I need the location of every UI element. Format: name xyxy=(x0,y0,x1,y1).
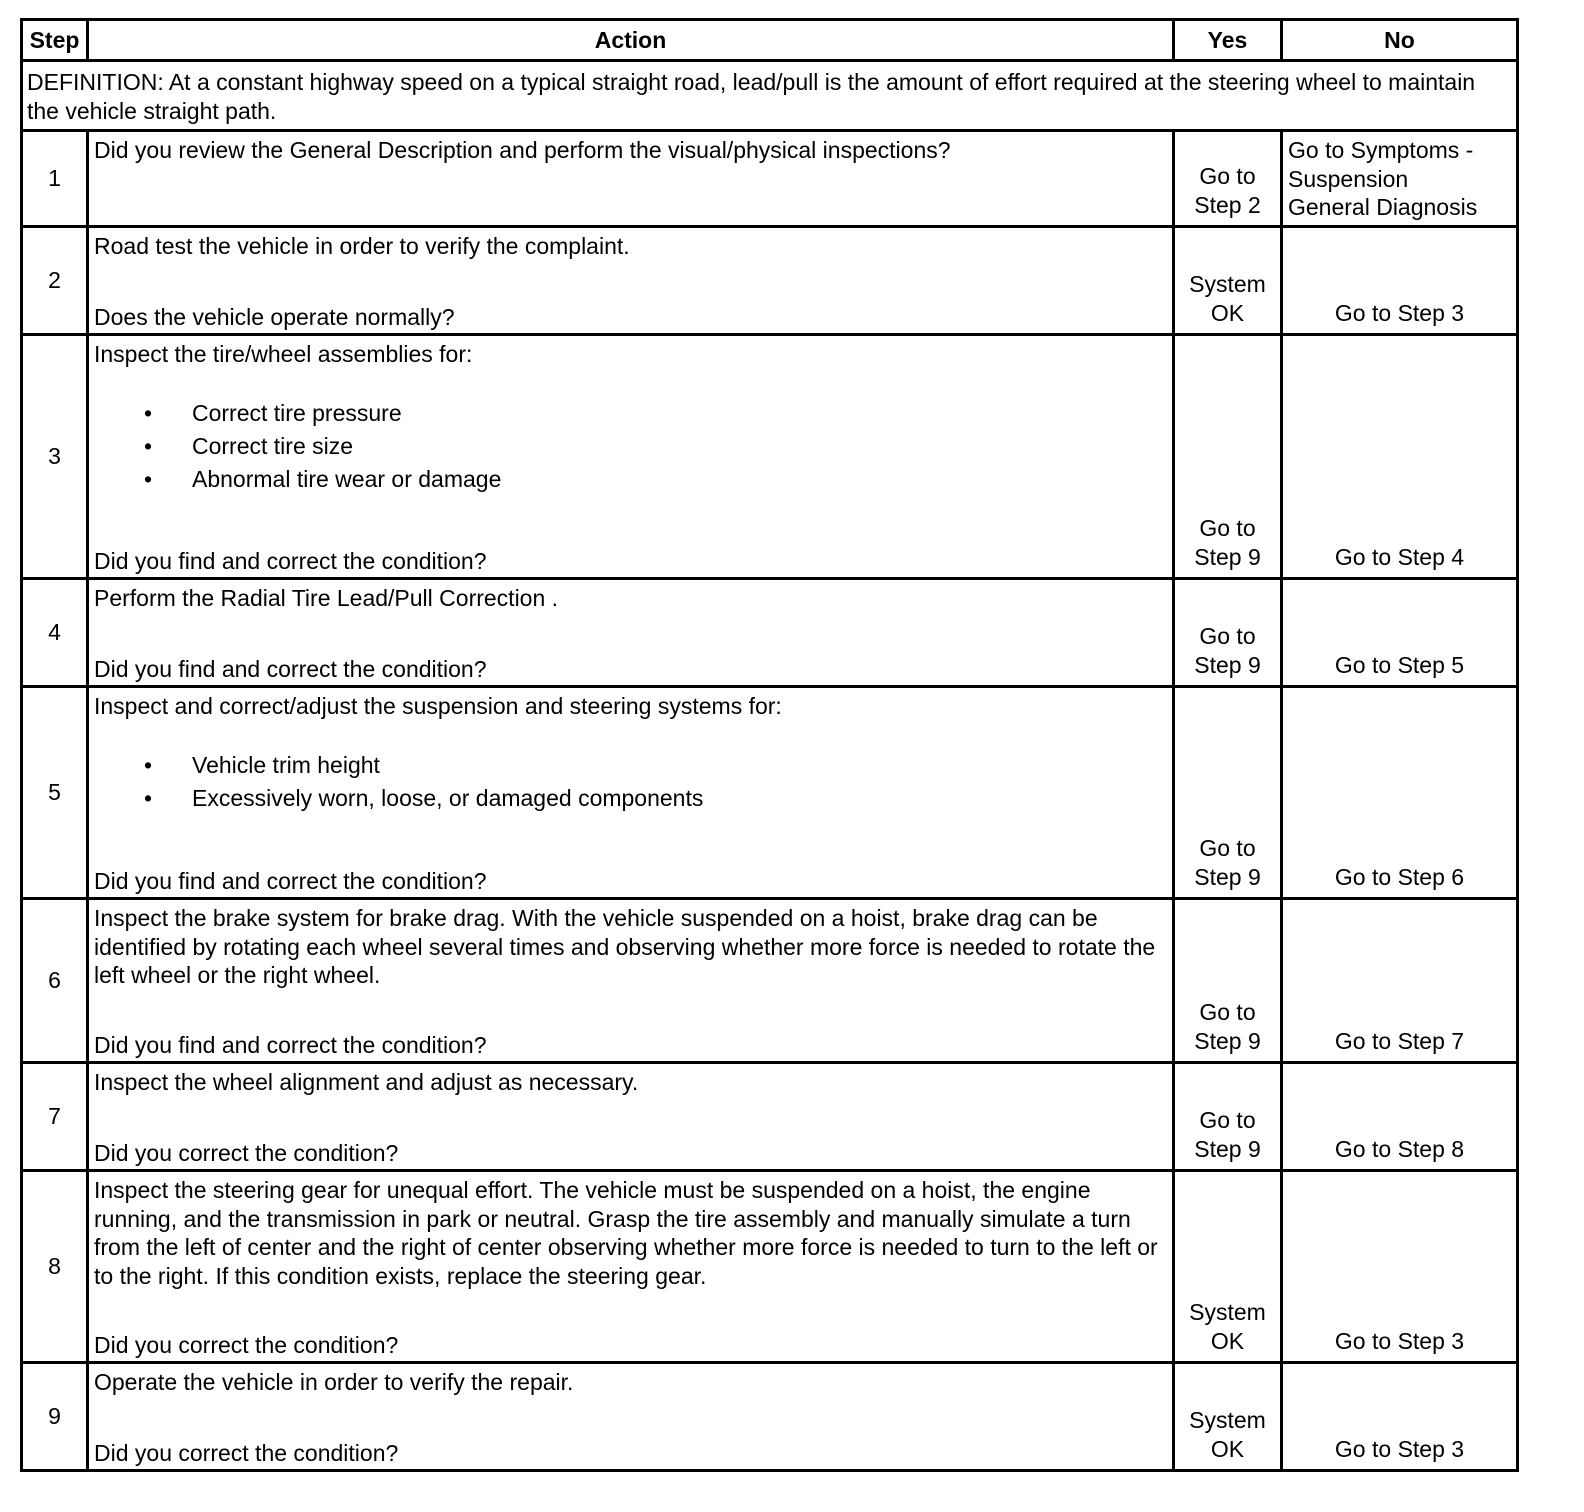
action-spacer xyxy=(94,1397,1168,1439)
action-content xyxy=(94,1368,1168,1467)
action-spacer xyxy=(94,165,1168,224)
bullet-item xyxy=(94,463,1168,496)
action-cell xyxy=(88,687,1174,899)
bullet-icon: • xyxy=(144,751,153,778)
action-question: Did you find and correct the condition? xyxy=(94,547,487,574)
bullet-icon: • xyxy=(144,432,153,459)
action-content xyxy=(94,692,1168,895)
no-result: Go to Step 6 xyxy=(1282,687,1518,899)
action-content xyxy=(94,340,1168,575)
action-question: Does the vehicle operate normally? xyxy=(94,303,455,330)
table-row xyxy=(22,227,1518,335)
no-result: Go to Step 3 xyxy=(1282,1363,1518,1471)
table-body xyxy=(22,61,1518,1471)
bullet-icon: • xyxy=(144,784,153,811)
step-number: 6 xyxy=(22,899,88,1063)
action-content xyxy=(94,1176,1168,1359)
header-step: Step xyxy=(22,20,88,61)
no-result: Go to Step 5 xyxy=(1282,579,1518,687)
step-number: 9 xyxy=(22,1363,88,1471)
yes-result: Go to Step 9 xyxy=(1174,1063,1282,1171)
action-cell xyxy=(88,335,1174,579)
header-row xyxy=(22,20,1518,61)
yes-result: System OK xyxy=(1174,1363,1282,1471)
bullet-icon: • xyxy=(144,399,153,426)
header-action: Action xyxy=(88,20,1174,61)
action-question: Did you find and correct the condition? xyxy=(94,867,487,894)
action-content xyxy=(94,904,1168,1059)
action-cell xyxy=(88,579,1174,687)
action-question: Did you correct the condition? xyxy=(94,1439,399,1466)
action-cell xyxy=(88,1063,1174,1171)
no-result: Go to Step 4 xyxy=(1282,335,1518,579)
bullet-text: Correct tire size xyxy=(192,432,354,459)
action-spacer xyxy=(94,1290,1168,1331)
yes-result: System OK xyxy=(1174,227,1282,335)
definition-text: DEFINITION: At a constant highway speed on a typical straight road, lead/pull is the amount of effort required at the steering wheel to maintain the vehicle straight path. xyxy=(22,61,1518,131)
step-number: 3 xyxy=(22,335,88,579)
table-row xyxy=(22,579,1518,687)
action-question: Did you find and correct the condition? xyxy=(94,655,487,682)
bullet-icon: • xyxy=(144,465,153,492)
table-row xyxy=(22,1171,1518,1363)
action-cell xyxy=(88,899,1174,1063)
bullet-item xyxy=(94,782,1168,815)
action-text: Perform the Radial Tire Lead/Pull Correction . xyxy=(94,585,559,611)
step-number: 8 xyxy=(22,1171,88,1363)
bullet-item xyxy=(94,430,1168,463)
bullet-text: Correct tire pressure xyxy=(192,399,402,426)
bullet-list xyxy=(94,397,1168,496)
header-yes: Yes xyxy=(1174,20,1282,61)
action-content xyxy=(94,136,1168,223)
bullet-list xyxy=(94,749,1168,815)
action-text: Inspect the tire/wheel assemblies for: xyxy=(94,341,473,367)
action-text: Inspect the brake system for brake drag. With the vehicle suspended on a hoist, brake drag can be identified by rotating each wheel several times and observing whether more force is needed to rotate the left wheel or the right wheel. xyxy=(94,905,1156,988)
step-number: 5 xyxy=(22,687,88,899)
yes-result: Go to Step 9 xyxy=(1174,579,1282,687)
no-result: Go to Step 8 xyxy=(1282,1063,1518,1171)
action-spacer xyxy=(94,990,1168,1031)
header-no: No xyxy=(1282,20,1518,61)
action-question: Did you find and correct the condition? xyxy=(94,1031,487,1058)
action-text: Operate the vehicle in order to verify the repair. xyxy=(94,1369,574,1395)
action-question: Did you correct the condition? xyxy=(94,1331,399,1358)
step-number: 1 xyxy=(22,131,88,227)
action-spacer xyxy=(94,261,1168,303)
step-number: 4 xyxy=(22,579,88,687)
action-question: Did you correct the condition? xyxy=(94,1139,399,1166)
table-row xyxy=(22,1363,1518,1471)
action-spacer xyxy=(94,1097,1168,1139)
diagnostic-table xyxy=(20,18,1519,1472)
bullet-text: Vehicle trim height xyxy=(192,751,380,778)
no-result: Go to Step 7 xyxy=(1282,899,1518,1063)
action-text: Inspect and correct/adjust the suspension and steering systems for: xyxy=(94,693,782,719)
table-row xyxy=(22,899,1518,1063)
step-number: 7 xyxy=(22,1063,88,1171)
action-spacer xyxy=(94,502,1168,547)
action-text: Road test the vehicle in order to verify the complaint. xyxy=(94,233,630,259)
action-cell xyxy=(88,227,1174,335)
yes-result: Go to Step 9 xyxy=(1174,687,1282,899)
step-number: 2 xyxy=(22,227,88,335)
yes-result: System OK xyxy=(1174,1171,1282,1363)
no-result: Go to Symptoms - Suspension General Diagnosis xyxy=(1282,131,1518,227)
definition-row xyxy=(22,61,1518,131)
action-cell xyxy=(88,1171,1174,1363)
table-row xyxy=(22,335,1518,579)
action-cell xyxy=(88,131,1174,227)
table-row xyxy=(22,1063,1518,1171)
action-spacer xyxy=(94,613,1168,655)
bullet-text: Abnormal tire wear or damage xyxy=(192,465,502,492)
yes-result: Go to Step 2 xyxy=(1174,131,1282,227)
action-content xyxy=(94,1068,1168,1167)
action-content xyxy=(94,584,1168,683)
bullet-item xyxy=(94,749,1168,782)
table-row xyxy=(22,131,1518,227)
action-text: Inspect the wheel alignment and adjust as necessary. xyxy=(94,1069,639,1095)
yes-result: Go to Step 9 xyxy=(1174,335,1282,579)
action-content xyxy=(94,232,1168,331)
table-row xyxy=(22,687,1518,899)
bullet-text: Excessively worn, loose, or damaged components xyxy=(192,784,704,811)
action-text: Did you review the General Description and perform the visual/physical inspections? xyxy=(94,137,951,163)
yes-result: Go to Step 9 xyxy=(1174,899,1282,1063)
action-spacer xyxy=(94,821,1168,867)
bullet-item xyxy=(94,397,1168,430)
action-text: Inspect the steering gear for unequal effort. The vehicle must be suspended on a hoist, the engine running, and the transmission in park or neutral. Grasp the tire assembly and manually simulate a turn from the left of center and the right of center observing whether more force is needed to turn to the left or to the right. If this condition exists, replace the steering gear. xyxy=(94,1177,1158,1289)
no-result: Go to Step 3 xyxy=(1282,227,1518,335)
action-cell xyxy=(88,1363,1174,1471)
no-result: Go to Step 3 xyxy=(1282,1171,1518,1363)
